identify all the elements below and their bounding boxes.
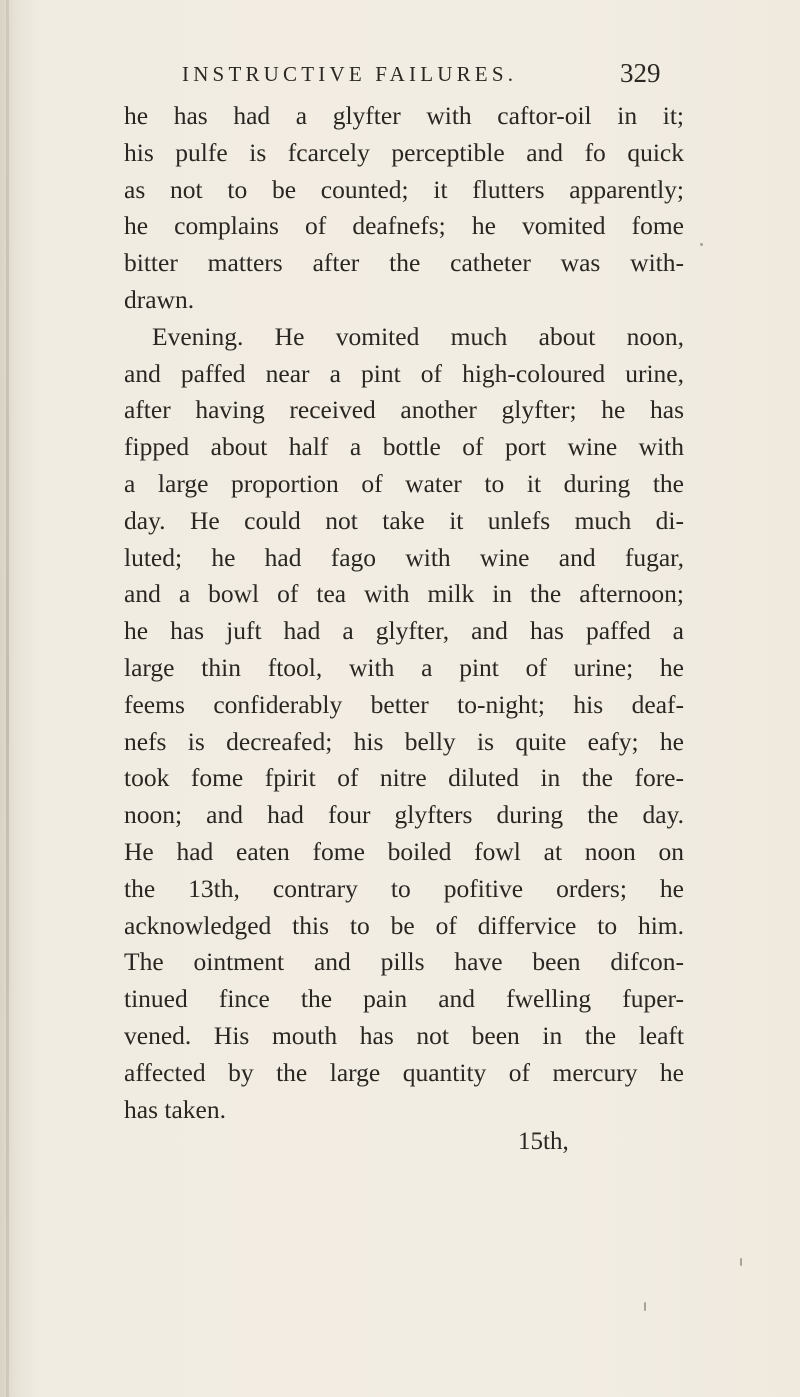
- text-line: nefs is decreafed; his belly is quite eafy; he: [124, 726, 684, 756]
- text-line: his pulfe is fcarcely perceptible and fo quick: [124, 137, 684, 167]
- text-line: large thin ftool, with a pint of urine; he: [124, 652, 684, 682]
- text-line: he has had a glyfter with caftor-oil in it;: [124, 101, 684, 130]
- binding-gutter: [6, 0, 9, 1397]
- paper-speck: [740, 1258, 742, 1266]
- text-line: bitter matters after the catheter was with-: [124, 248, 684, 278]
- text-line: He had eaten fome boiled fowl at noon on: [124, 836, 684, 866]
- text-line: The ointment and pills have been difcon-: [124, 947, 684, 977]
- running-head: [182, 58, 682, 98]
- text-line: tinued fince the pain and fwelling fuper-: [124, 984, 684, 1014]
- text-line: and a bowl of tea with milk in the afternoon;: [124, 579, 684, 609]
- running-head-title: INSTRUCTIVE FAILURES.: [182, 62, 518, 86]
- text-line: fipped about half a bottle of port wine with: [124, 432, 684, 462]
- text-line: acknowledged this to be of differvice to him.: [124, 910, 684, 940]
- text-line: drawn.: [124, 284, 195, 314]
- text-line: feems confiderably better to-night; his deaf-: [124, 689, 684, 719]
- text-line: day. He could not take it unlefs much di-: [124, 505, 684, 535]
- text-line: as not to be counted; it flutters apparently;: [124, 174, 684, 204]
- text-line: the 13th, contrary to pofitive orders; he: [124, 873, 684, 903]
- text-line: affected by the large quantity of mercury he: [124, 1057, 684, 1087]
- text-line: took fome fpirit of nitre diluted in the fore-: [124, 763, 684, 793]
- text-line: he complains of deafnefs; he vomited fome: [124, 211, 684, 241]
- text-line: a large proportion of water to it during the: [124, 468, 684, 498]
- text-line: after having received another glyfter; he has: [124, 395, 684, 425]
- paper-speck: [700, 243, 703, 246]
- catchword: 15th,: [518, 1128, 569, 1155]
- text-line: luted; he had fago with wine and fugar,: [124, 542, 684, 572]
- body-text: [124, 98, 684, 1128]
- text-line: noon; and had four glyfters during the day.: [124, 800, 684, 830]
- text-line: he has juft had a glyfter, and has paffed a: [124, 616, 684, 646]
- text-line: Evening. He vomited much about noon,: [152, 321, 684, 351]
- page-number: 329: [620, 58, 661, 88]
- text-line: vened. His mouth has not been in the leaft: [124, 1020, 684, 1050]
- text-line: and paffed near a pint of high-coloured urine,: [124, 358, 684, 388]
- text-line: has taken.: [124, 1094, 226, 1124]
- paper-speck: [644, 1302, 646, 1311]
